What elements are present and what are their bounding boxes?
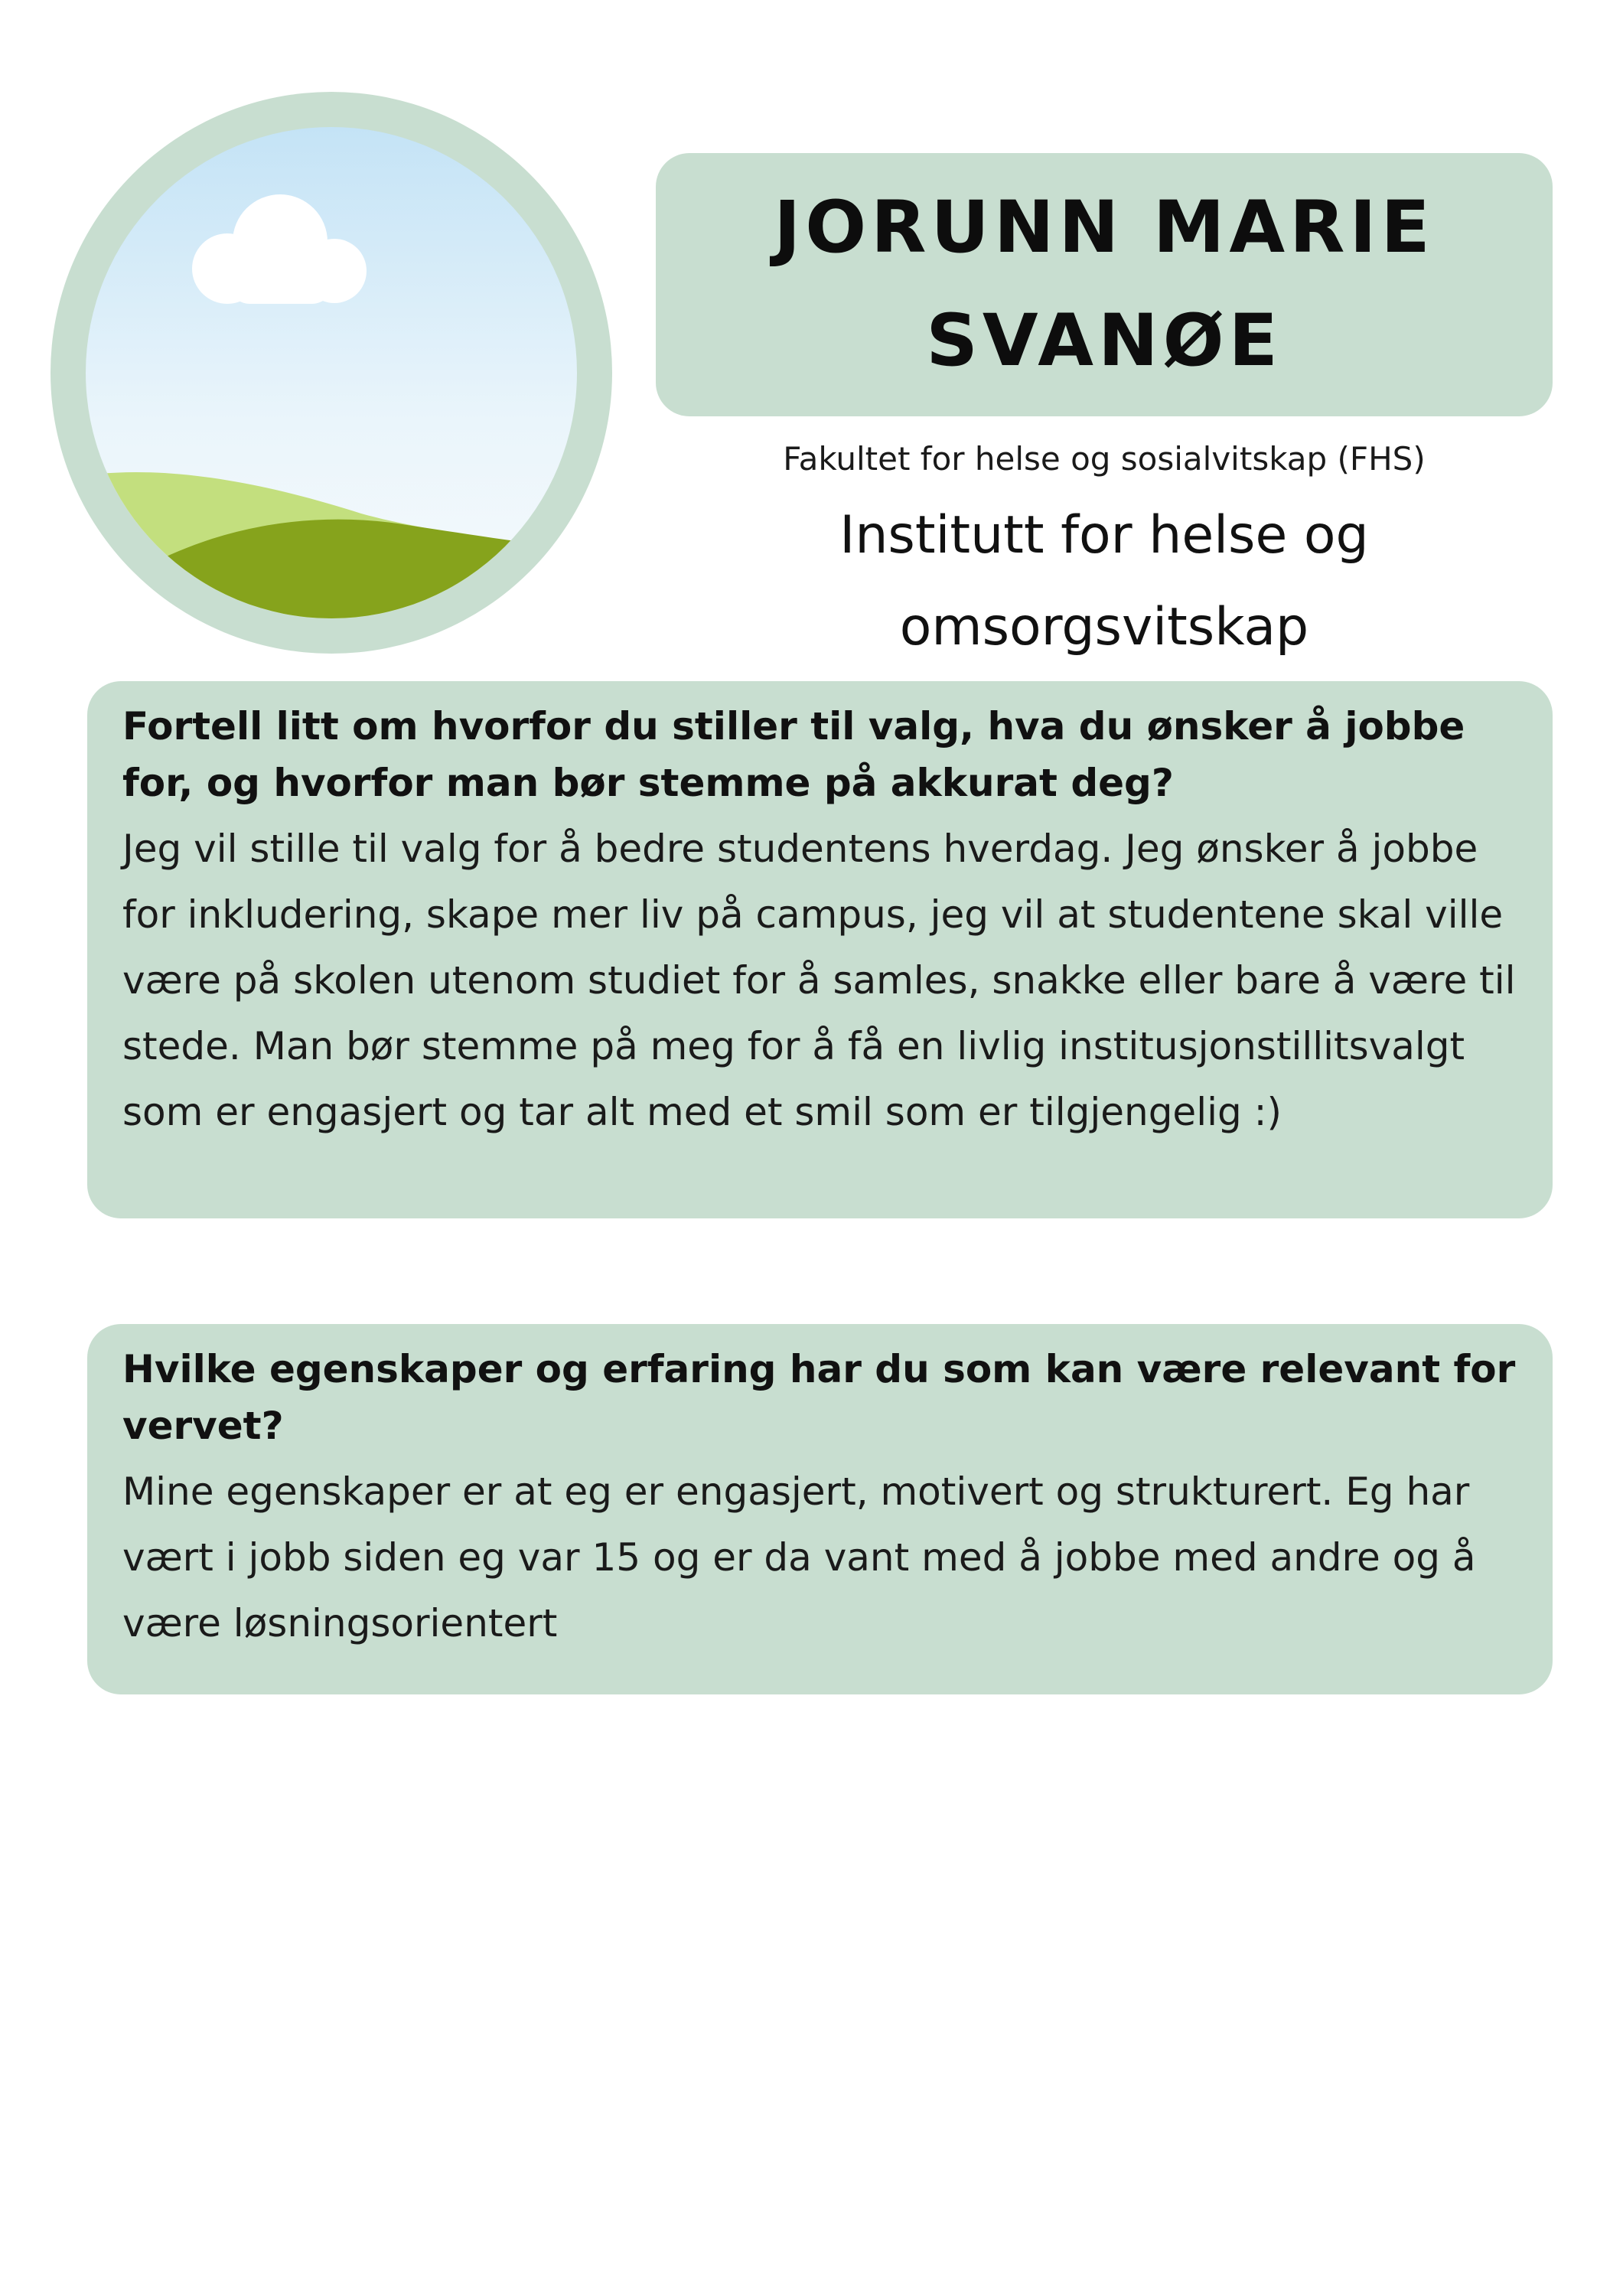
question-heading: Hvilke egenskaper og erfaring har du som kan være relevant for vervet?: [122, 1347, 1516, 1448]
name-banner: [656, 153, 1553, 416]
question-card-qualifications: [87, 1324, 1553, 1694]
candidate-name-line-1: JORUNN MARIE: [774, 186, 1435, 269]
faculty-label: Fakultet for helse og sosialvitskap (FHS): [783, 440, 1426, 478]
institute-line-2: omsorgsvitskap: [899, 597, 1309, 657]
institute-line-1: Institutt for helse og: [839, 505, 1369, 566]
question-heading: Fortell litt om hvorfor du stiller til valg, hva du ønsker å jobbe for, og hvorfor man bør stemme på akkurat deg?: [122, 704, 1465, 805]
institute-label: [656, 490, 1553, 673]
answer-text: Jeg vil stille til valg for å bedre studentens hverdag. Jeg ønsker å jobbe for inkludering, skape mer liv på campus, jeg vil at studentene skal ville være på skolen utenom studiet for å samles, snakke eller bare å være til stede. Man bør stemme på meg for å få en livlig institusjonstillitsvalgt som er engasjert og tar alt med et smil som er tilgjengelig :): [122, 827, 1516, 1134]
question-card-motivation: [87, 681, 1553, 1218]
answer-text: Mine egenskaper er at eg er engasjert, motivert og strukturert. Eg har vært i jobb siden eg var 15 og er da vant med å jobbe med andre og å være løsningsorientert: [122, 1469, 1476, 1645]
landscape-placeholder-icon: [86, 127, 577, 618]
candidate-name-line-2: SVANØE: [926, 299, 1282, 383]
profile-photo-placeholder: [51, 92, 612, 654]
